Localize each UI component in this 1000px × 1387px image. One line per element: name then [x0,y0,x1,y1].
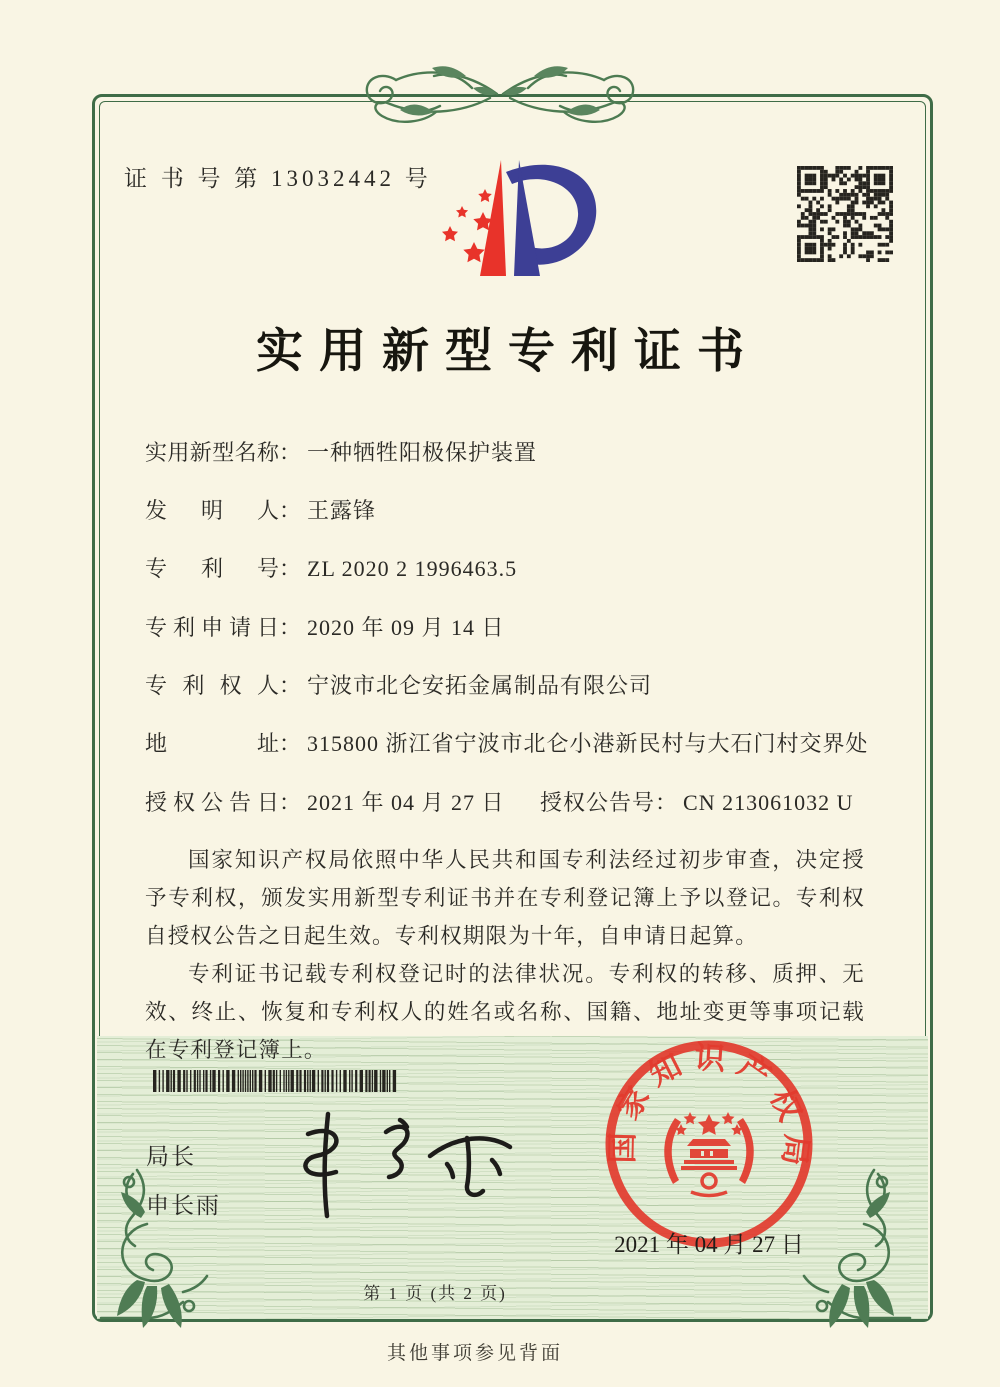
cnipa-logo-icon [428,150,618,298]
director-name: 申长雨 [146,1193,221,1218]
field-value: ZL 2020 2 1996463.5 [307,556,518,581]
seal-ring-text: 国家知识产权局 [604,1039,815,1178]
field-colon: ： [279,556,302,581]
field-value: 315800 浙江省宁波市北仑小港新民村与大石门村交界处 [307,731,869,756]
official-seal-icon [601,1036,817,1252]
barcode-icon [153,1070,397,1092]
field-label: 实用新型名称 [145,440,279,465]
legal-text-block [145,841,865,1069]
field-row-inventor [145,494,376,525]
field-row-address [145,727,869,758]
field-value: 一种牺牲阳极保护装置 [307,440,538,465]
field-label: 专利权人 [145,673,279,698]
field-label: 发明人 [145,498,279,523]
field-colon: ： [279,731,302,756]
field-colon: ： [279,498,302,523]
field-row-grant [145,786,854,817]
field-colon: ： [279,615,302,640]
top-flourish-ornament-icon [338,54,662,134]
field-value: 王露锋 [307,498,377,523]
field-colon: ： [279,790,302,815]
field-value: 宁波市北仑安拓金属制品有限公司 [307,673,653,698]
field-label: 专利申请日 [145,615,279,640]
field-value: 2021 年 04 月 27 日 [307,790,505,815]
page-number: 第 1 页 (共 2 页) [363,1284,507,1303]
field-value: CN 213061032 U [683,790,854,815]
field-colon: ： [279,673,302,698]
director-title: 局长 [146,1144,196,1169]
legal-paragraph-2: 专利证书记载专利权登记时的法律状况。专利权的转移、质押、无效、终止、恢复和专利权人的姓名或名称、国籍、地址变更等事项记载在专利登记簿上。 [145,962,865,1062]
seal-date: 2021 年 04 月 27 日 [614,1232,804,1257]
field-colon: ： [655,790,678,815]
qr-code-icon [797,166,893,262]
field-label: 地址 [145,731,279,756]
field-value: 2020 年 09 月 14 日 [307,615,505,640]
national-emblem-icon [664,1112,754,1196]
grant-number-group [540,786,853,817]
certificate-number: 证 书 号 第 13032442 号 [124,166,432,191]
field-label: 专利号 [145,556,279,581]
field-colon: ： [279,440,302,465]
certificate-title: 实用新型专利证书 [256,326,760,378]
field-row-filing-date [145,611,505,642]
field-row-patentee [145,669,652,700]
field-row-patent-number [145,552,517,583]
back-side-note: 其他事项参见背面 [386,1343,563,1364]
director-signature-icon [282,1098,522,1228]
field-label: 授权公告日 [145,790,279,815]
field-row-name [145,436,537,467]
legal-paragraph-1: 国家知识产权局依照中华人民共和国专利法经过初步审查，决定授予专利权，颁发实用新型专利证书并在专利登记簿上予以登记。专利权自授权公告之日起生效。专利权期限为十年，自申请日起算。 [145,848,865,948]
field-label: 授权公告号 [540,790,656,815]
